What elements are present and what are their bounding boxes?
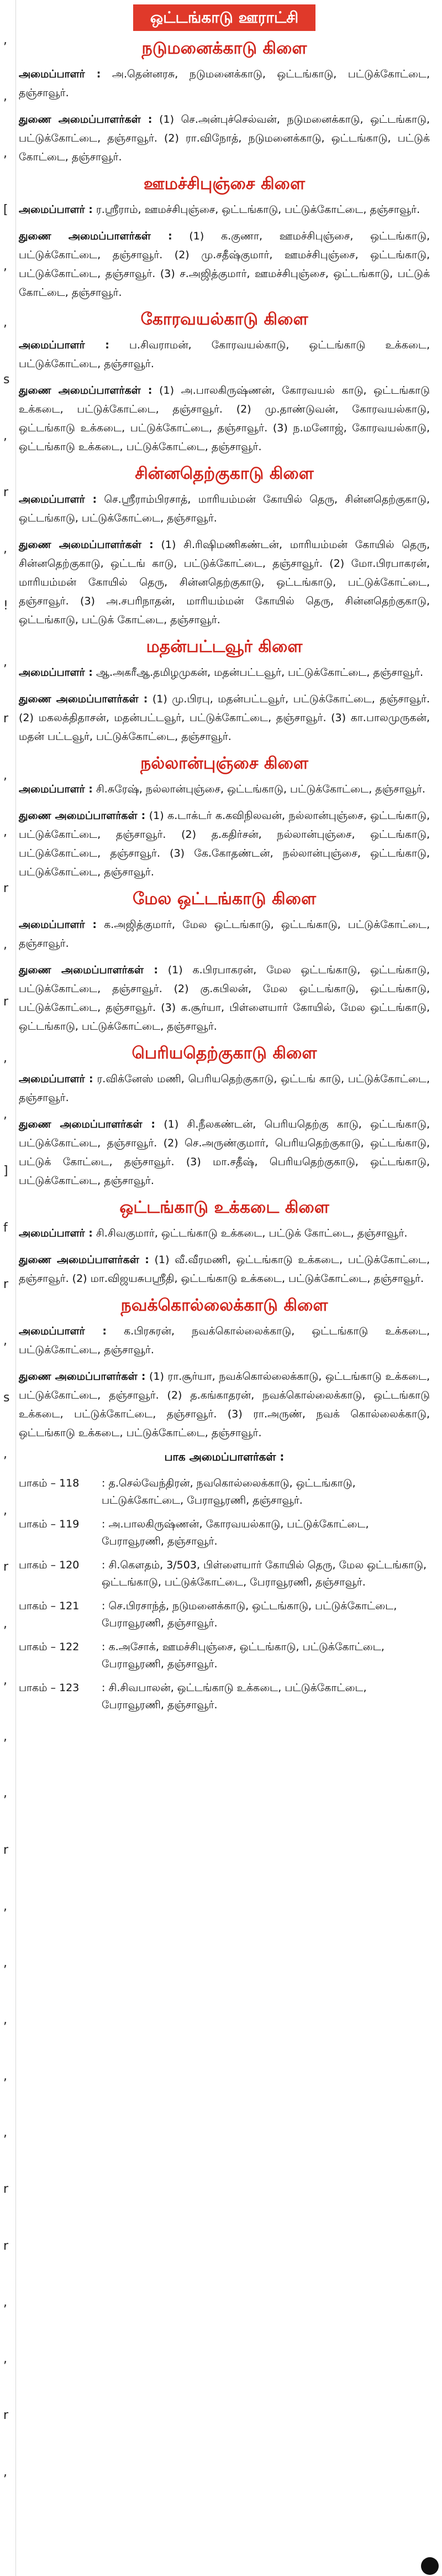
secretary-line xyxy=(19,200,430,219)
margin-mark: , xyxy=(3,2069,7,2083)
margin-mark: , xyxy=(3,2352,7,2366)
margin-mark: ! xyxy=(3,599,8,613)
secretary-line xyxy=(19,490,430,528)
branch-heading: சின்னதெற்குகாடு கிளை xyxy=(135,464,314,483)
branch-section xyxy=(19,1296,430,1442)
margin-mark: , xyxy=(3,2126,7,2140)
margin-mark: s xyxy=(3,1391,10,1405)
ward-details: : க.அசோக், ஊமச்சிபுஞ்சை, ஒட்டங்காடு, பட்டுக்கோட்டை, பேராவூரணி, தஞ்சாவூர். xyxy=(102,1641,385,1670)
branch-heading: பெரியதெற்குகாடு கிளை xyxy=(131,1044,317,1063)
branch-heading: நல்லான்புஞ்சை கிளை xyxy=(140,754,308,773)
deputies-label: துணை அமைப்பாளர்கள் : xyxy=(19,1254,149,1266)
secretary-label: அமைப்பாளர் : xyxy=(19,919,97,931)
deputies-details: (1) வீ.வீரமணி, ஒட்டங்காடு உக்கடை, பட்டுக்கோட்டை, தஞ்சாவூர். (2) மா.விஜயசுபஸ்ரீதி, ஒட்டங்காடு உக்கடை, பட்டுக்கோட்டை, தஞ்சாவூர். xyxy=(19,1254,430,1285)
margin-mark: r xyxy=(3,2408,9,2422)
branch-section xyxy=(19,637,430,746)
margin-mark: , xyxy=(3,147,7,160)
deputies-label: துணை அமைப்பாளர்கள் : xyxy=(19,964,158,976)
branch-section xyxy=(19,310,430,456)
deputies-details: (1) சி.ரிஷிமணிகண்டன், மாரியம்மன் கோயில் தெரு, சின்னதெற்குகாடு, ஒட்டங் காடு, பட்டுக்கோட்டை, தஞ்சாவூர். (2) மோ.பிரபாகரன், மாரியம்மன் கோயில் தெரு, சின்னதெற்குகாடு, ஒட்டங்காடு, பட்டுக்கோட்டை, தஞ்சாவூர். (3) அ.சபரிநாதன், மாரியம்மன் கோயில் தெரு, சின்னதெற்குகாடு, ஒட்டங்காடு, பட்டுக் கோட்டை, தஞ்சாவூர். xyxy=(19,539,430,626)
ward-row xyxy=(19,1557,430,1591)
secretary-details: ர.விக்னேஸ் மணி, பெரியதெற்குகாடு, ஒட்டங் காடு, பட்டுக்கோட்டை, தஞ்சாவூர். xyxy=(19,1073,430,1104)
ward-number: பாகம் – 123 xyxy=(19,1682,80,1694)
margin-mark: , xyxy=(3,542,7,556)
margin-mark: , xyxy=(3,1900,7,1913)
margin-mark: r xyxy=(3,486,9,499)
branch-heading: ஊமச்சிபுஞ்சை கிளை xyxy=(143,174,306,194)
margin-mark: , xyxy=(3,1504,7,1518)
branch-heading: நடுமனைக்காடு கிளை xyxy=(141,39,307,58)
branch-heading: கோரவயல்காடு கிளை xyxy=(140,310,308,329)
margin-mark: , xyxy=(3,1956,7,1970)
margin-mark: , xyxy=(3,1786,7,1800)
secretary-label: அமைப்பாளர் : xyxy=(19,666,93,679)
secretary-details: ப.சிவராமன், கோரவயல்காடு, ஒட்டங்காடு உக்கடை, பட்டுக்கோட்டை, தஞ்சாவூர். xyxy=(19,339,430,370)
branch-heading: நவக்கொல்லைக்காடு கிளை xyxy=(120,1296,328,1315)
margin-mark: r xyxy=(3,1560,9,1574)
secretary-label: அமைப்பாளர் : xyxy=(19,204,93,216)
article-title: ஒட்டங்காடு ஊராட்சி xyxy=(133,4,315,31)
secretary-details: க.அஜித்குமார், மேல ஒட்டங்காடு, ஒட்டங்காடு, பட்டுக்கோட்டை, தஞ்சாவூர். xyxy=(19,919,430,950)
margin-mark: , xyxy=(3,33,7,47)
deputies-details: (1) அ.பாலகிருஷ்ணன், கோரவயல் காடு, ஒட்டங்காடு உக்கடை, பட்டுக்கோட்டை, தஞ்சாவூர். (2) மு.தாண்டுவன், கோரவயல்காடு, ஒட்டங்காடு உக்கடை, பட்டுக்கோட்டை, தஞ்சாவூர். (3) ந.மனோஜ், கோரவயல்காடு, ஒட்டங்காடு உக்கடை, பட்டுக்கோட்டை, தஞ்சாவூர். xyxy=(19,384,430,453)
margin-mark: , xyxy=(3,769,7,783)
deputies-line xyxy=(19,1367,430,1442)
margin-mark: , xyxy=(3,825,7,839)
margin-mark: r xyxy=(3,882,9,895)
ward-number: பாகம் – 119 xyxy=(19,1518,80,1530)
ward-number: பாகம் – 120 xyxy=(19,1559,80,1571)
margin-mark: , xyxy=(3,938,7,952)
branch-section xyxy=(19,754,430,882)
ward-row xyxy=(19,1639,430,1673)
ward-section xyxy=(19,1450,430,1714)
secretary-label: அமைப்பாளர் : xyxy=(19,339,109,351)
secretary-details: க.பிரசுரன், நவக்கொல்லைக்காடு, ஒட்டங்காடு உக்கடை, பட்டுக்கோட்டை, தஞ்சாவூர். xyxy=(19,1325,430,1356)
ward-details: : சி.கௌதம், 3/503, பிள்ளையார் கோயில் தெரு, மேல ஒட்டங்காடு, ஒட்டங்காடு, பட்டுக்கோட்டை, பேராவூரணி, தஞ்சாவூர். xyxy=(102,1559,427,1588)
deputies-label: துணை அமைப்பாளர்கள் : xyxy=(19,693,148,705)
branch-heading: மேல ஒட்டங்காடு கிளை xyxy=(132,889,317,909)
branch-section xyxy=(19,174,430,302)
branch-section xyxy=(19,1198,430,1288)
secretary-label: அமைப்பாளர் : xyxy=(19,68,101,80)
secretary-line xyxy=(19,780,430,799)
ward-number: பாகம் – 121 xyxy=(19,1600,80,1612)
ward-row xyxy=(19,1475,430,1509)
branch-heading: ஒட்டங்காடு உக்கடை கிளை xyxy=(119,1198,329,1217)
margin-mark: , xyxy=(3,655,7,669)
margin-mark: , xyxy=(3,1730,7,1744)
deputies-line xyxy=(19,1115,430,1190)
margin-mark: , xyxy=(3,1617,7,1631)
margin-mark: r xyxy=(3,2239,9,2253)
margin-mark: r xyxy=(3,712,9,726)
branch-section xyxy=(19,39,430,166)
deputies-label: துணை அமைப்பாளர்கள் : xyxy=(19,539,154,551)
secretary-details: சி.சுரேஷ், நல்லான்புஞ்சை, ஒட்டங்காடு, பட்டுக்கோட்டை, தஞ்சாவூர். xyxy=(96,783,425,795)
deputies-details: (1) க.டாக்டர் க.கவிநிலவன், நல்லான்புஞ்சை, ஒட்டங்காடு, பட்டுக்கோட்டை, தஞ்சாவூர். (2) த.கதிர்சன், நல்லான்புஞ்சை, ஒட்டங்காடு, பட்டுக்கோட்டை, தஞ்சாவூர். (3) கே.கோதண்டன், நல்லான்புஞ்சை, ஒட்டங்காடு, பட்டுக்கோட்டை, தஞ்சாவூர். xyxy=(19,810,430,878)
secretary-details: சி.சிவகுமார், ஒட்டங்காடு உக்கடை, பட்டுக் கோட்டை, தஞ்சாவூர். xyxy=(96,1227,408,1239)
deputies-line xyxy=(19,1250,430,1288)
margin-mark: , xyxy=(3,2296,7,2309)
deputies-details: (1) ரா.சூர்யா, நவக்கொல்லைக்காடு, ஒட்டங்காடு உக்கடை, பட்டுக்கோட்டை, தஞ்சாவூர். (2) த.கங்காதரன், நவக்கொல்லைக்காடு, ஒட்டங்காடு உக்கடை, பட்டுக்கோட்டை, தஞ்சாவூர். (3) ரா.அருண், நவக் கொல்லைக்காடு, ஒட்டங்காடு உக்கடை, பட்டுக்கோட்டை, தஞ்சாவூர். xyxy=(19,1370,430,1439)
ward-row xyxy=(19,1516,430,1550)
branch-sections xyxy=(19,39,430,1442)
deputies-details: (1) மு.பிரபு, மதன்பட்டவூர், பட்டுக்கோட்டை, தஞ்சாவூர். (2) மகலக்திதாசன், மதன்பட்டவூர், பட்டுக்கோட்டை, தஞ்சாவூர். (3) கா.பாலமுருகன், மதன் பட்டவூர், பட்டுக்கோட்டை, தஞ்சாவூர். xyxy=(19,693,430,743)
deputies-label: துணை அமைப்பாளர்கள் : xyxy=(19,1118,155,1130)
deputies-details: (1) சி.நீலகண்டன், பெரியதெற்கு காடு, ஒட்டங்காடு, பட்டுக்கோட்டை, தஞ்சாவூர். (2) செ.அருண்குமார், பெரியதெற்குகாடு, ஒட்டங்காடு, பட்டுக் கோட்டை, தஞ்சாவூர். (3) மா.சதீஷ், பெரியதெற்குகாடு, ஒட்டங்காடு, பட்டுக்கோட்டை, தஞ்சாவூர். xyxy=(19,1118,430,1187)
secretary-label: அமைப்பாளர் : xyxy=(19,1325,107,1337)
secretary-details: ஆ.அகரீஆ.தமிழமுகன், மதன்பட்டவூர், பட்டுக்கோட்டை, தஞ்சாவூர். xyxy=(96,666,424,679)
ward-number: பாகம் – 122 xyxy=(19,1641,80,1653)
margin-mark: , xyxy=(3,2013,7,2027)
ward-details: : த.செல்வேந்திரன், நவகொல்லைக்காடு, ஒட்டங்காடு, பட்டுக்கோட்டை, பேராவூரணி, தஞ்சாவூர். xyxy=(102,1477,356,1506)
deputies-line xyxy=(19,535,430,629)
article-content xyxy=(19,4,430,1720)
secretary-label: அமைப்பாளர் : xyxy=(19,1073,93,1085)
deputies-line xyxy=(19,227,430,302)
secretary-details: செ.ஸ்ரீராம்பிரசாத், மாரியம்மன் கோயில் தெரு, சின்னதெற்குகாடு, ஒட்டங்காடு, பட்டுக்கோட்டை, தஞ்சாவூர். xyxy=(19,493,430,524)
secretary-line xyxy=(19,1224,430,1243)
margin-mark: , xyxy=(3,429,7,443)
secretary-details: ர.ஸ்ரீராம், ஊமச்சிபுஞ்சை, ஒட்டங்காடு, பட்டுக்கோட்டை, தஞ்சாவூர். xyxy=(96,204,420,216)
margin-mark: r xyxy=(3,1277,9,1291)
deputies-label: துணை அமைப்பாளர்கள் : xyxy=(19,810,146,822)
ward-number: பாகம் – 118 xyxy=(19,1477,80,1489)
ward-details: : சி.சிவபாலன், ஒட்டங்காடு உக்கடை, பட்டுக்கோட்டை, பேராவூரணி, தஞ்சாவூர். xyxy=(102,1682,367,1711)
deputies-line xyxy=(19,110,430,166)
secretary-details: அ.தென்னரசு, நடுமனைக்காடு, ஒட்டங்காடு, பட்டுக்கோட்டை, தஞ்சாவூர். xyxy=(19,68,430,99)
ward-list xyxy=(19,1475,430,1714)
margin-mark: , xyxy=(3,1673,7,1687)
secretary-line xyxy=(19,1322,430,1359)
branch-section xyxy=(19,1044,430,1190)
secretary-line xyxy=(19,1070,430,1107)
ward-details: : செ.பிரசாந்த், நடுமனைக்காடு, ஒட்டங்காடு, பட்டுக்கோட்டை, பேராவூரணி, தஞ்சாவூர். xyxy=(102,1600,397,1629)
margin-mark: r xyxy=(3,2182,9,2196)
margin-mark: , xyxy=(3,316,7,330)
deputies-label: துணை அமைப்பாளர்கள் : xyxy=(19,1370,146,1383)
deputies-label: துணை அமைப்பாளர்கள் : xyxy=(19,113,152,126)
margin-mark: r xyxy=(3,1843,9,1857)
margin-mark: , xyxy=(3,90,7,103)
deputies-label: துணை அமைப்பாளர்கள் : xyxy=(19,230,172,242)
ward-section-title: பாக அமைப்பாளர்கள் : xyxy=(164,1450,285,1463)
margin-mark: r xyxy=(3,995,9,1009)
deputies-label: துணை அமைப்பாளர்கள் : xyxy=(19,384,152,397)
margin-mark: ] xyxy=(3,1164,8,1178)
margin-mark: , xyxy=(3,1334,7,1348)
secretary-line xyxy=(19,336,430,373)
margin-mark: f xyxy=(3,1221,8,1235)
secretary-line xyxy=(19,663,430,682)
margin-mark: , xyxy=(3,1108,7,1122)
secretary-label: அமைப்பாளர் : xyxy=(19,1227,93,1239)
deputies-details: (1) செ.அன்புச்செல்வன், நடுமனைக்காடு, ஒட்டங்காடு, பட்டுக்கோட்டை, தஞ்சாவூர். (2) ரா.விநோத், நடுமனைக்காடு, ஒட்டங்காடு, பட்டுக் கோட்டை, தஞ்சாவூர். xyxy=(19,113,430,163)
margin-mark: s xyxy=(3,373,10,387)
branch-heading: மதன்பட்டவூர் கிளை xyxy=(146,637,303,656)
secretary-line xyxy=(19,65,430,102)
branch-section xyxy=(19,464,430,629)
deputies-details: (1) க.பிரபாகரன், மேல ஒட்டங்காடு, ஒட்டங்காடு, பட்டுக்கோட்டை, தஞ்சாவூர். (2) கு.கபிலன், மேல ஒட்டங்காடு, ஒட்டங்காடு, பட்டுக்கோட்டை, தஞ்சாவூர். (3) க.சூர்யா, பிள்ளையார் கோயில், மேல ஒட்டங்காடு, ஒட்டங்காடு, பட்டுக்கோட்டை, தஞ்சாவூர். xyxy=(19,964,430,1033)
branch-section xyxy=(19,889,430,1036)
ward-details: : அ.பாலகிருஷ்ணன், கோரவயல்காடு, பட்டுக்கோட்டை, பேராவூரணி, தஞ்சாவூர். xyxy=(102,1518,369,1547)
left-margin-column xyxy=(0,0,16,2576)
deputies-line xyxy=(19,690,430,746)
secretary-label: அமைப்பாளர் : xyxy=(19,493,97,505)
secretary-label: அமைப்பாளர் : xyxy=(19,783,93,795)
page-number-badge xyxy=(421,2557,439,2575)
ward-row xyxy=(19,1598,430,1632)
deputies-details: (1) க.குணா, ஊமச்சிபுஞ்சை, ஒட்டங்காடு, பட்டுக்கோட்டை, தஞ்சாவூர். (2) மு.சதீஷ்குமார், ஊமச்சிபுஞ்சை, ஒட்டங்காடு, பட்டுக்கோட்டை, தஞ்சாவூர். (3) ச.அஜித்குமார், ஊமச்சிபுஞ்சை, ஒட்டங்காடு, பட்டுக் கோட்டை, தஞ்சாவூர். xyxy=(19,230,430,299)
deputies-line xyxy=(19,961,430,1036)
ward-row xyxy=(19,1680,430,1714)
margin-mark: , xyxy=(3,2465,7,2479)
margin-mark: [ xyxy=(3,203,8,217)
margin-mark: , xyxy=(3,1051,7,1065)
margin-mark: , xyxy=(3,1447,7,1461)
deputies-line xyxy=(19,806,430,882)
secretary-line xyxy=(19,915,430,953)
deputies-line xyxy=(19,381,430,456)
margin-mark: , xyxy=(3,259,7,273)
